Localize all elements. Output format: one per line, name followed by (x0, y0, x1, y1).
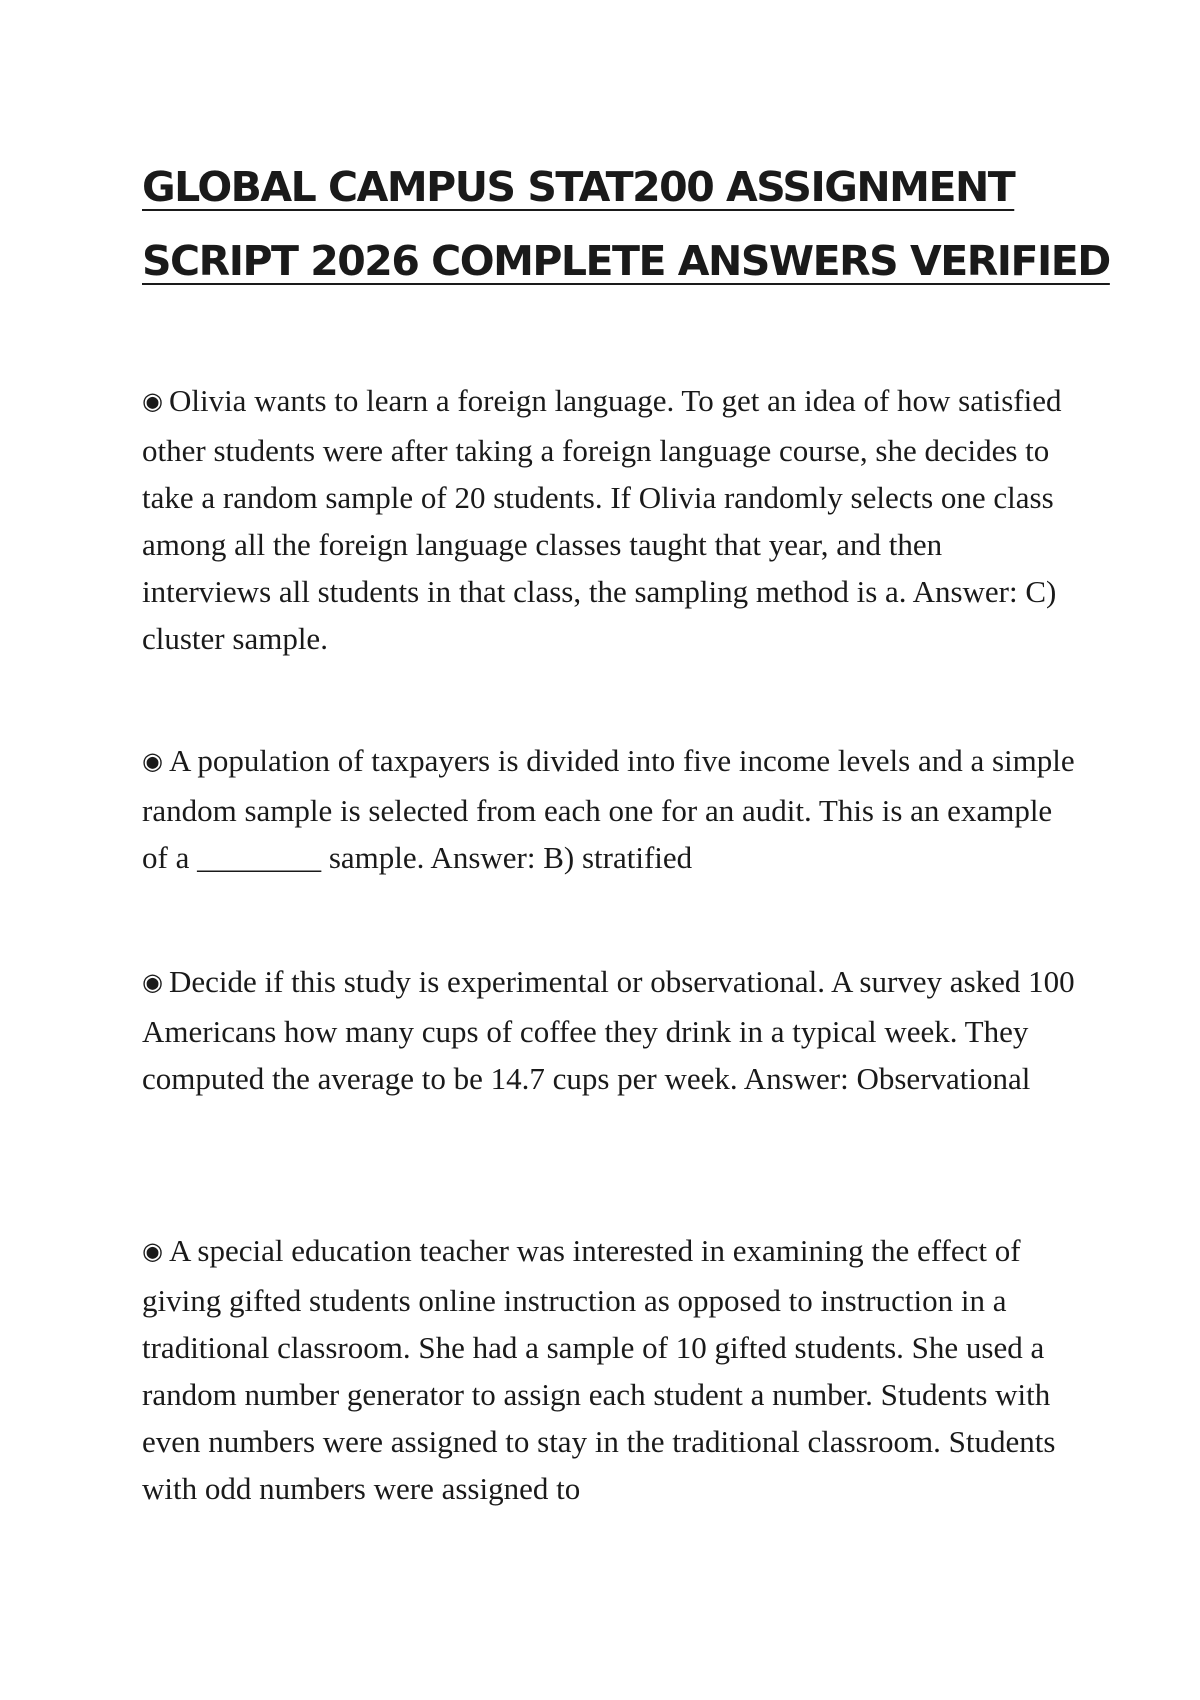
question-item (142, 377, 1077, 662)
question-text: Olivia wants to learn a foreign language. To get an idea of how satisfied other students were after taking a foreign language course, she decides to take a random sample of 20 students. If Olivia randomly selects one class among all the foreign language classes taught that year, and then interviews all students in that class, the sampling method is a. Answer: C) cluster sample. (142, 383, 1062, 656)
title-line-2: SCRIPT 2026 COMPLETE ANSWERS VERIFIED (142, 237, 1110, 285)
title-line-1: GLOBAL CAMPUS STAT200 ASSIGNMENT (142, 163, 1015, 211)
bullet-icon: ◉ (142, 1237, 163, 1265)
question-item (142, 1227, 1077, 1517)
question-item (142, 737, 1077, 881)
bullet-icon: ◉ (142, 968, 163, 996)
question-text: A special education teacher was interested in examining the effect of giving gifted students online instruction as opposed to instruction in a traditional classroom. She had a sample of 10 gifted students. She used a random number generator to assign each student a number. Students with even numbers were assigned to stay in the traditional classroom. Students with odd numbers were assigned to (142, 1233, 1056, 1506)
question-text: A population of taxpayers is divided into five income levels and a simple random sample is selected from each one for an audit. This is an example of a ________ sample. Answer: B) stratified (142, 743, 1075, 875)
bullet-icon: ◉ (142, 387, 163, 415)
page-title (142, 150, 1110, 298)
question-item (142, 958, 1077, 1102)
bullet-icon: ◉ (142, 747, 163, 775)
question-text: Decide if this study is experimental or observational. A survey asked 100 Americans how many cups of coffee they drink in a typical week. They computed the average to be 14.7 cups per week. Answer: Observational (142, 964, 1075, 1096)
